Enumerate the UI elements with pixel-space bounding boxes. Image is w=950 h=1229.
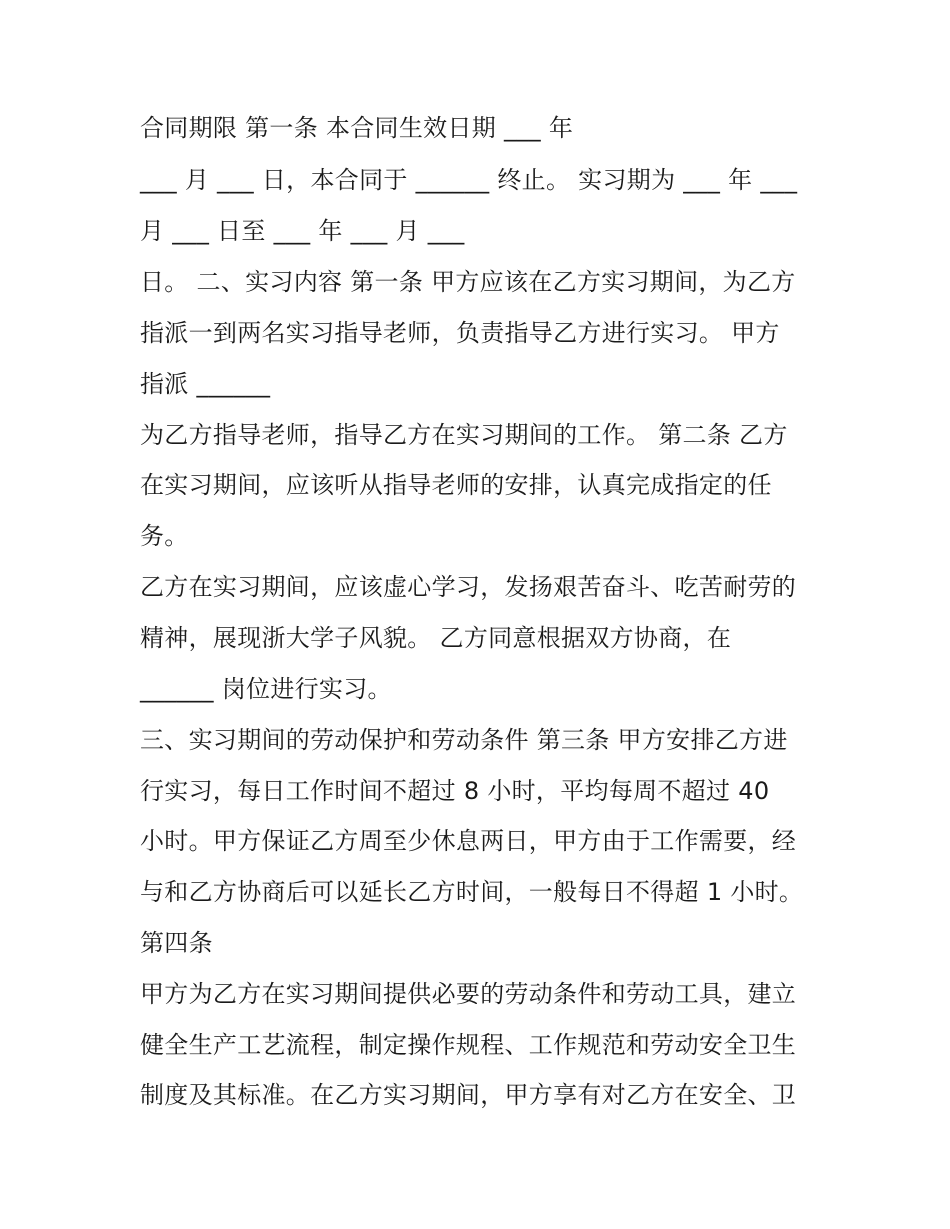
text-line: 第四条 — [140, 929, 213, 957]
text-line: ___ 月 ___ 日，本合同于 ______ 终止。 实习期为 ___ 年 ___ — [140, 166, 798, 194]
text-line: 健全生产工艺流程，制定操作规程、工作规范和劳动安全卫生 — [140, 1031, 797, 1059]
text-line: 与和乙方协商后可以延长乙方时间，一般每日不得超 1 小时。 — [140, 878, 804, 906]
text-line: 月 ___ 日至 ___ 年 ___ 月 ___ — [140, 217, 465, 245]
text-line: ______ 岗位进行实习。 — [140, 675, 392, 703]
text-line: 乙方在实习期间，应该虚心学习，发扬艰苦奋斗、吃苦耐劳的 — [140, 573, 797, 601]
text-line: 精神，展现浙大学子风貌。 乙方同意根据双方协商，在 — [140, 624, 732, 652]
text-line: 行实习，每日工作时间不超过 8 小时，平均每周不超过 40 — [140, 777, 770, 805]
text-line: 制度及其标准。在乙方实习期间，甲方享有对乙方在安全、卫 — [140, 1081, 797, 1109]
text-line: 三、实习期间的劳动保护和劳动条件 第三条 甲方安排乙方进 — [140, 726, 788, 754]
text-line: 指派 ______ — [140, 370, 271, 398]
text-line: 合同期限 第一条 本合同生效日期 ___ 年 — [140, 114, 574, 142]
text-line: 日。 二、实习内容 第一条 甲方应该在乙方实习期间，为乙方 — [140, 268, 796, 296]
text-line: 务。 — [140, 522, 189, 550]
text-line: 为乙方指导老师，指导乙方在实习期间的工作。 第二条 乙方 — [140, 421, 788, 449]
text-line: 指派一到两名实习指导老师，负责指导乙方进行实习。 甲方 — [140, 319, 780, 347]
text-line: 小时。甲方保证乙方周至少休息两日，甲方由于工作需要，经 — [140, 827, 797, 855]
text-line: 在实习期间，应该听从指导老师的安排，认真完成指定的任 — [140, 471, 772, 499]
text-line: 甲方为乙方在实习期间提供必要的劳动条件和劳动工具，建立 — [140, 980, 797, 1008]
